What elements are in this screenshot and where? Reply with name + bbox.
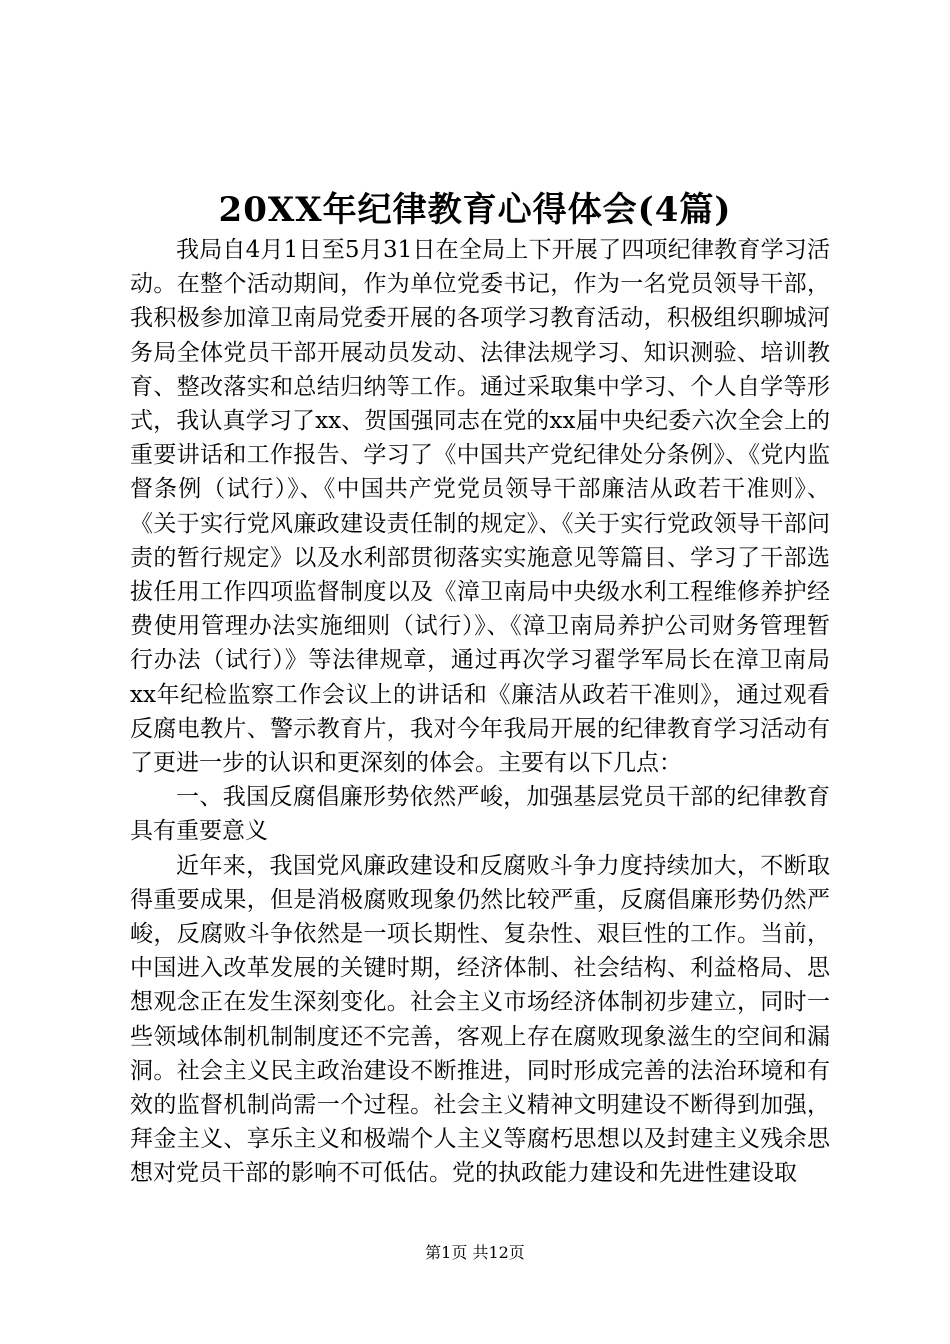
page-number-footer: 第1页 共12页 [425, 1243, 525, 1262]
paragraph-section-1-body: 近年来，我国党风廉政建设和反腐败斗争力度持续加大，不断取得重要成果，但是消极腐败现象仍然比较严重，反腐倡廉形势仍然严峻，反腐败斗争依然是一项长期性、复杂性、艰巨性的工作。当前，中国进入改革发展的关键时期，经济体制、社会结构、利益格局、思想观念正在发生深刻变化。社会主义市场经济体制初步建立，同时一些领域体制机制制度还不完善，客观上存在腐败现象滋生的空间和漏洞。社会主义民主政治建设不断推进，同时形成完善的法治环境和有效的监督机制尚需一个过程。社会主义精神文明建设不断得到加强，拜金主义、享乐主义和极端个人主义等腐朽思想以及封建主义残余思想对党员干部的影响不可低估。党的执政能力建设和先进性建设取 [130, 852, 830, 1187]
paragraph-section-heading-1: 一、我国反腐倡廉形势依然严峻，加强基层党员干部的纪律教育具有重要意义 [130, 784, 830, 845]
document-body [130, 233, 830, 1191]
paragraph-intro: 我局自4月1日至5月31日在全局上下开展了四项纪律教育学习活动。在整个活动期间，作为单位党委书记，作为一名党员领导干部，我积极参加漳卫南局党委开展的各项学习教育活动，积极组织聊城河务局全体党员干部开展动员发动、法律法规学习、知识测验、培训教育、整改落实和总结归纳等工作。通过采取集中学习、个人自学等形式，我认真学习了xx、贺国强同志在党的xx届中央纪委六次全会上的重要讲话和工作报告、学习了《中国共产党纪律处分条例》、《党内监督条例（试行）》、《中国共产党党员领导干部廉洁从政若干准则》、《关于实行党风廉政建设责任制的规定》、《关于实行党政领导干部问责的暂行规定》以及水利部贯彻落实实施意见等篇目、学习了干部选拔任用工作四项监督制度以及《漳卫南局中央级水利工程维修养护经费使用管理办法实施细则（试行）》、《漳卫南局养护公司财务管理暂行办法（试行）》等法律规章，通过再次学习翟学军局长在漳卫南局xx年纪检监察工作会议上的讲话和《廉洁从政若干准则》，通过观看反腐电教片、警示教育片，我对今年我局开展的纪律教育学习活动有了更进一步的认识和更深刻的体会。主要有以下几点： [130, 237, 830, 777]
document-title: 20XX年纪律教育心得体会(4篇) [218, 190, 732, 230]
